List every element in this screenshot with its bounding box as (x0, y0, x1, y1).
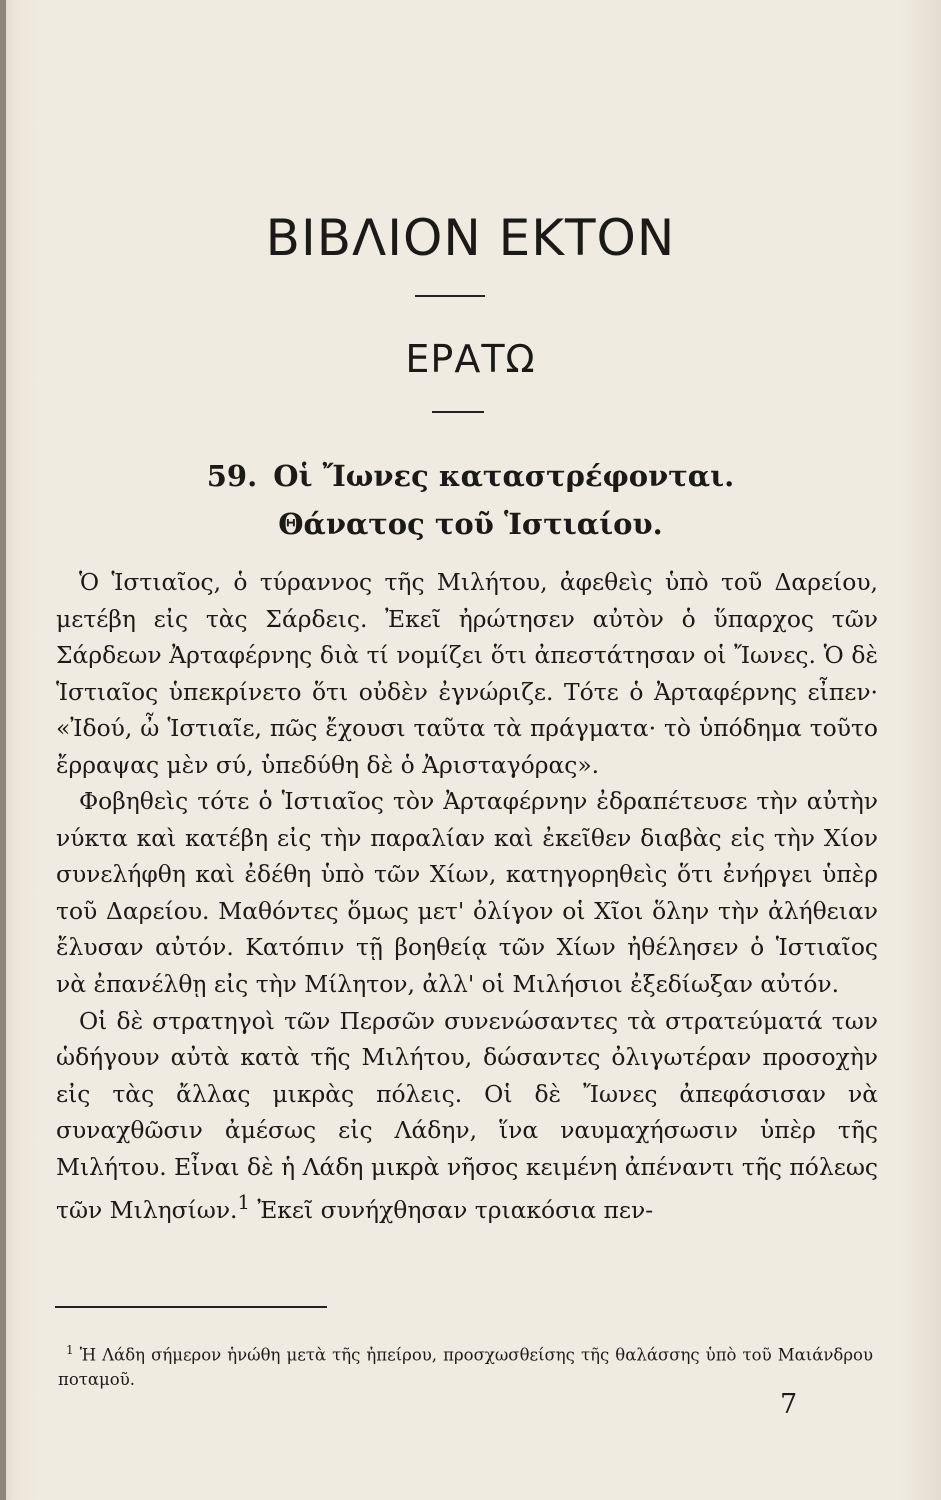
footnote (58, 1338, 873, 1392)
chapter-title-line-1: Οἱ Ἴωνες καταστρέφονται. (273, 459, 735, 493)
chapter-title-line-2: Θάνατος τοῦ Ἱστιαίου. (278, 507, 663, 541)
footnote-divider (55, 1306, 327, 1308)
chapter-heading (0, 452, 941, 548)
footnote-marker: 1 (66, 1343, 74, 1357)
book-title: ΒΙΒΛΙΟΝ ΕΚΤΟΝ (265, 209, 676, 267)
page-number: 7 (780, 1389, 798, 1420)
footnote-text: Ἡ Λάδη σήμερον ἡνώθη μετὰ τῆς ἠπείρου, προσχωσθείσης τῆς θαλάσσης ὑπὸ τοῦ Μαιάνδρου ποταμοῦ. (58, 1345, 873, 1389)
paragraph-3-text: Οἱ δὲ στρατηγοὶ τῶν Περσῶν συνενώσαντες τὰ στρατεύματά των ὡδήγουν αὐτὰ κατὰ τῆς Μιλήτου, δώσαντες ὀλιγωτέραν προσοχὴν εἰς τὰς ἄλλας μικρὰς πόλεις. Οἱ δὲ Ἴωνες ἀπεφάσισαν νὰ συναχθῶσιν ἀμέσως εἰς Λάδην, ἵνα ναυμαχήσωσιν ὑπὲρ τῆς Μιλήτου. Εἶναι δὲ ἡ Λάδη μικρὰ νῆσος κειμένη ἀπέναντι τῆς πόλεως τῶν Μιλησίων. (56, 1006, 878, 1225)
chapter-number: 59. (206, 459, 258, 493)
subtitle-divider (432, 411, 484, 413)
footnote-reference: 1 (237, 1191, 250, 1215)
body-text (56, 564, 878, 1229)
book-subtitle: ΕΡΑΤΩ (405, 337, 536, 381)
paragraph-3-tail: Ἐκεῖ συνήχθησαν τριακόσια πεν- (257, 1196, 654, 1225)
paragraph-1: Ὁ Ἱστιαῖος, ὁ τύραννος τῆς Μιλήτου, ἀφεθεὶς ὑπὸ τοῦ Δαρείου, μετέβη εἰς τὰς Σάρδεις. Ἐκεῖ ἠρώτησεν αὐτὸν ὁ ὕπαρχος τῶν Σάρδεων Ἀρταφέρνης διὰ τί νομίζει ὅτι ἀπεστάτησαν οἱ Ἴωνες. Ὁ δὲ Ἱστιαῖος ὑπεκρίνετο ὅτι οὐδὲν ἐγνώριζε. Τότε ὁ Ἀρταφέρνης εἶπεν· «Ἰδού, ὦ Ἱστιαῖε, πῶς ἔχουσι ταῦτα τὰ πράγματα· τὸ ὑπόδημα τοῦτο ἔρραψας μὲν σύ, ὑπεδύθη δὲ ὁ Ἀρισταγόρας». (56, 568, 878, 779)
paragraph-3 (56, 1003, 878, 1229)
paragraph-2: Φοβηθεὶς τότε ὁ Ἱστιαῖος τὸν Ἀρταφέρνην ἐδραπέτευσε τὴν αὐτὴν νύκτα καὶ κατέβη εἰς τὴν παραλίαν καὶ ἐκεῖθεν διαβὰς εἰς τὴν Χίον συνελήφθη καὶ ἐδέθη ὑπὸ τῶν Χίων, κατηγορηθεὶς ὅτι ἐνήργει ὑπὲρ τοῦ Δαρείου. Μαθόντες ὅμως μετ' ὀλίγον οἱ Χῖοι ὅλην τὴν ἀλήθειαν ἔλυσαν αὐτόν. Κατόπιν τῇ βοηθείᾳ τῶν Χίων ἠθέλησεν ὁ Ἱστιαῖος νὰ ἐπανέλθῃ εἰς τὴν Μίλητον, ἀλλ' οἱ Μιλήσιοι ἐξεδίωξαν αὐτόν. (56, 787, 878, 999)
chapter-heading-line-1 (207, 459, 734, 493)
title-divider (415, 295, 485, 297)
